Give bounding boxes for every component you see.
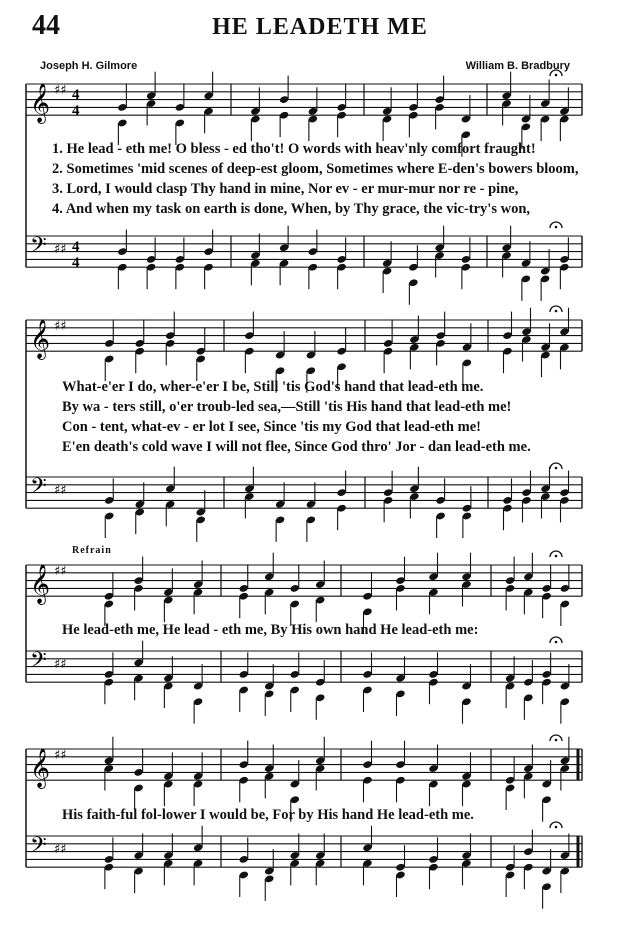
key-signature-icon: ♯♯	[54, 657, 67, 672]
time-signature-top: 4	[72, 239, 80, 255]
fermata-dot	[555, 826, 558, 829]
verse-4-line-1: 4. And when my task on earth is done, When, by Thy grace, the vic-try's won,	[52, 201, 531, 217]
time-signature-bottom: 4	[72, 103, 80, 119]
bass-clef-icon: 𝄢	[30, 833, 47, 863]
key-signature-icon: ♯♯	[54, 483, 67, 498]
treble-clef-icon: 𝄞	[30, 83, 51, 123]
key-signature-icon: ♯♯	[54, 83, 67, 98]
fermata-dot	[555, 641, 558, 644]
bass-clef-icon: 𝄢	[30, 648, 47, 678]
key-signature-icon: ♯♯	[54, 319, 67, 334]
verse-3-line-2: Con - tent, what-ev - er lot I see, Since 'tis my God that lead-eth me!	[62, 419, 481, 435]
composer-credit: William B. Bradbury	[465, 60, 570, 72]
hymn-title: HE LEADETH ME	[212, 14, 428, 40]
page-number: 44	[32, 10, 60, 41]
fermata-dot	[555, 555, 558, 558]
refrain-lyric-line-2: His faith-ful fol-lower I would be, For by His hand He lead-eth me.	[62, 807, 474, 823]
time-signature-top: 4	[72, 87, 80, 103]
treble-clef-icon: 𝄞	[30, 319, 51, 359]
treble-clef-icon: 𝄞	[30, 748, 51, 788]
verse-1-line-1: 1. He lead - eth me! O bless - ed tho't! O words with heav'nly comfort fraught!	[52, 141, 536, 157]
refrain-label: Refrain	[72, 545, 112, 556]
bass-clef-icon: 𝄢	[30, 233, 47, 263]
verse-3-line-1: 3. Lord, I would clasp Thy hand in mine, Nor ev - er mur-mur nor re - pine,	[52, 181, 519, 197]
fermata-dot	[555, 467, 558, 470]
refrain-lyric-line-1: He lead-eth me, He lead - eth me, By His own hand He lead-eth me:	[62, 622, 479, 638]
lyricist-credit: Joseph H. Gilmore	[40, 60, 138, 72]
key-signature-icon: ♯♯	[54, 564, 67, 579]
verse-4-line-2: E'en death's cold wave I will not flee, Since God thro' Jor - dan lead-eth me.	[62, 439, 531, 455]
key-signature-icon: ♯♯	[54, 242, 67, 257]
verse-2-line-2: By wa - ters still, o'er troub-led sea,—Still 'tis His hand that lead-eth me!	[62, 399, 512, 415]
fermata-dot	[555, 310, 558, 313]
verse-2-line-1: 2. Sometimes 'mid scenes of deep-est gloom, Sometimes where E-den's bowers bloom,	[52, 161, 579, 177]
time-signature-bottom: 4	[72, 255, 80, 271]
fermata-dot	[555, 74, 558, 77]
key-signature-icon: ♯♯	[54, 842, 67, 857]
fermata-dot	[555, 226, 558, 229]
key-signature-icon: ♯♯	[54, 748, 67, 763]
bass-clef-icon: 𝄢	[30, 474, 47, 504]
treble-clef-icon: 𝄞	[30, 564, 51, 604]
verse-1-line-2: What-e'er I do, wher-e'er I be, Still 'tis God's hand that lead-eth me.	[62, 379, 484, 395]
fermata-dot	[555, 739, 558, 742]
